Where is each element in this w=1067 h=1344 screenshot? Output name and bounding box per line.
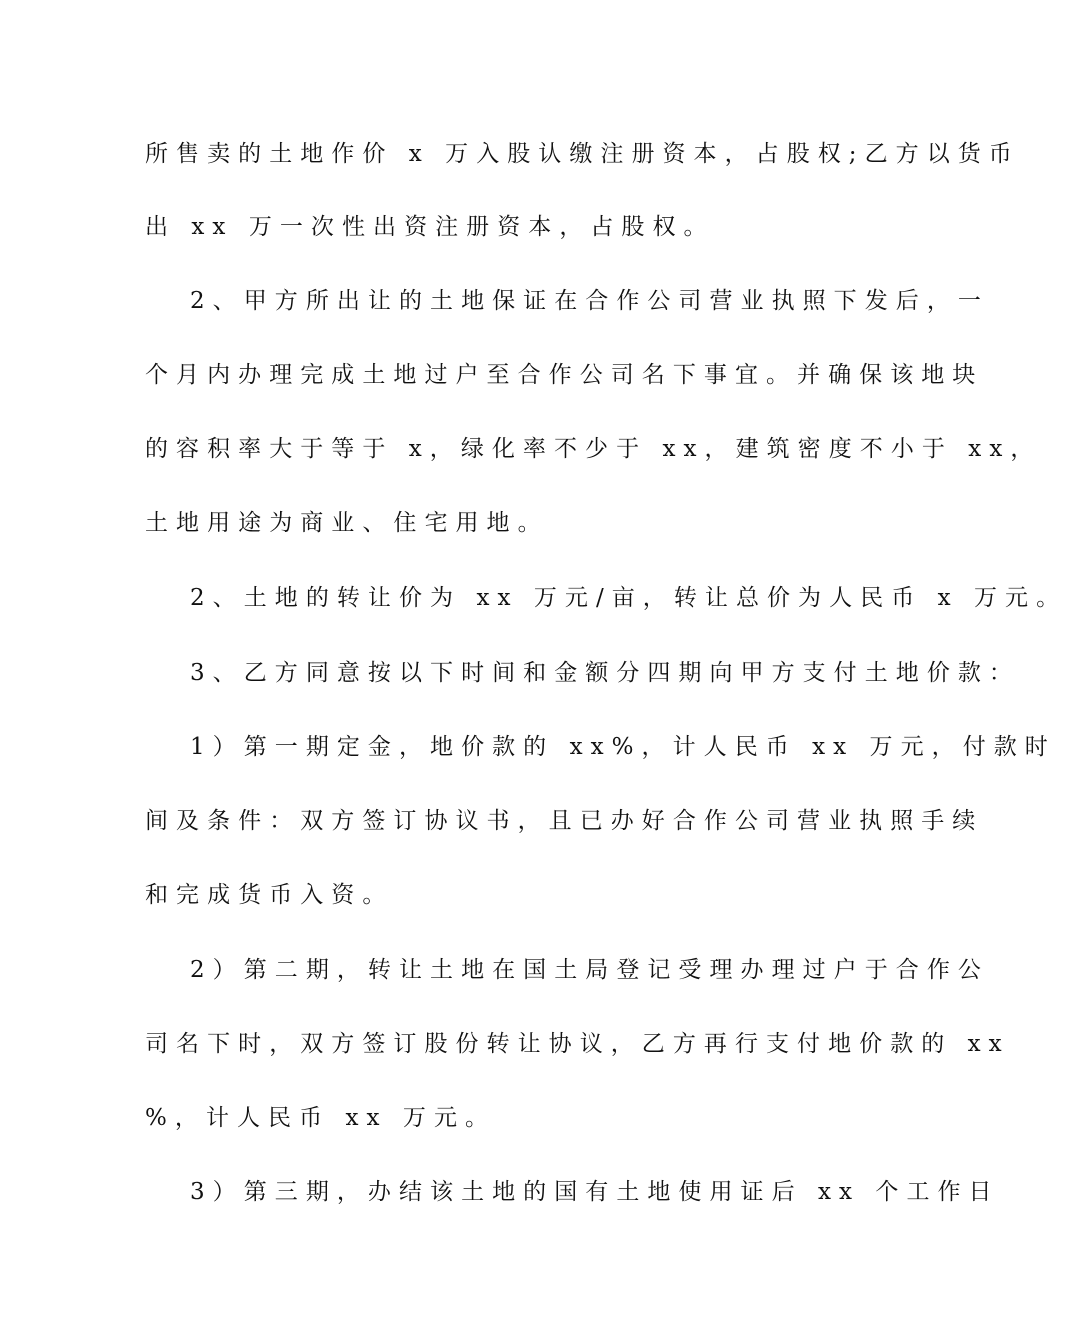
text-line: 个月内办理完成土地过户至合作公司名下事宜。并确保该地块 — [145, 362, 984, 388]
text-line: 2、土地的转让价为 xx 万元/亩，转让总价为人民币 x 万元。 — [190, 585, 1067, 611]
text-line: 司名下时，双方签订股份转让协议，乙方再行支付地价款的 xx — [145, 1031, 1010, 1057]
text-line: 的容积率大于等于 x，绿化率不少于 xx，建筑密度不小于 xx， — [145, 436, 1042, 462]
text-line: 3、乙方同意按以下时间和金额分四期向甲方支付土地价款： — [190, 660, 1020, 686]
text-line: 和完成货币入资。 — [145, 882, 394, 908]
text-line: %，计人民币 xx 万元。 — [145, 1105, 497, 1131]
text-line: 2、甲方所出让的土地保证在合作公司营业执照下发后，一 — [190, 288, 989, 314]
text-line: 间及条件：双方签订协议书，且已办好合作公司营业执照手续 — [145, 808, 984, 834]
text-line: 土地用途为商业、住宅用地。 — [145, 510, 549, 536]
text-line: 所售卖的土地作价 x 万入股认缴注册资本，占股权;乙方以货币 — [145, 141, 1020, 167]
text-line: 出 xx 万一次性出资注册资本，占股权。 — [145, 214, 715, 240]
text-line: 3）第三期，办结该土地的国有土地使用证后 xx 个工作日 — [190, 1179, 1000, 1205]
text-line: 2）第二期，转让土地在国土局登记受理办理过户于合作公 — [190, 957, 989, 983]
text-line: 1）第一期定金，地价款的 xx%，计人民币 xx 万元，付款时 — [190, 734, 1056, 760]
